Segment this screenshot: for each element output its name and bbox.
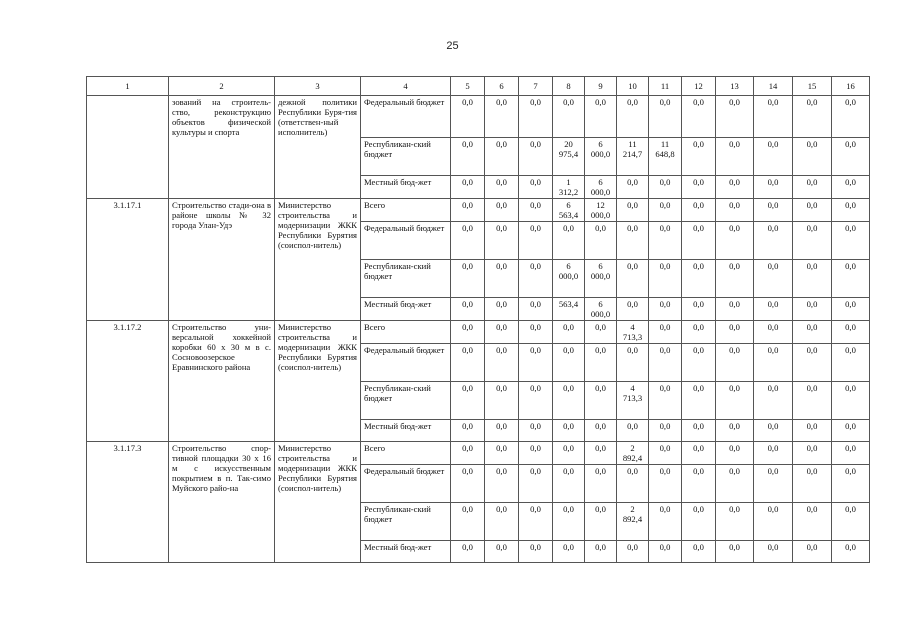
value-cell: 0,0 [617,541,649,563]
value-cell: 0,0 [793,382,832,420]
value-cell: 0,0 [485,541,519,563]
value-cell: 0,0 [617,222,649,260]
value-cell: 0,0 [649,96,682,138]
table-row [87,442,870,465]
value-cell: 0,0 [832,222,870,260]
value-cell: 0,0 [451,442,485,465]
value-cell: 0,0 [832,503,870,541]
value-cell: 6 000,0 [585,298,617,321]
value-cell: 0,0 [553,503,585,541]
column-header: 16 [832,77,870,96]
value-cell: 0,0 [451,222,485,260]
value-cell: 0,0 [485,420,519,442]
value-cell: 0,0 [649,541,682,563]
value-cell: 0,0 [754,138,793,176]
value-cell: 0,0 [519,260,553,298]
value-cell: 0,0 [793,541,832,563]
funding-source: Местный бюд-жет [361,541,451,563]
value-cell: 0,0 [832,344,870,382]
value-cell: 0,0 [682,96,716,138]
value-cell: 0,0 [451,382,485,420]
value-cell: 0,0 [451,199,485,222]
value-cell: 0,0 [793,298,832,321]
value-cell: 0,0 [716,465,754,503]
value-cell: 0,0 [585,321,617,344]
measure-name: Строительство уни-версальной хоккейной коробки 60 х 30 м в с. Сосновоозерское Еравнинского района [169,321,275,442]
column-header: 11 [649,77,682,96]
column-header: 12 [682,77,716,96]
value-cell: 0,0 [716,199,754,222]
value-cell: 0,0 [793,176,832,199]
value-cell: 0,0 [617,420,649,442]
value-cell: 0,0 [716,321,754,344]
funding-source: Федеральный бюджет [361,222,451,260]
value-cell: 0,0 [585,420,617,442]
measure-name: зований на строитель-ство, реконструкцию объектов физической культуры и спорта [169,96,275,199]
funding-source: Местный бюд-жет [361,298,451,321]
value-cell: 0,0 [793,465,832,503]
value-cell: 0,0 [553,420,585,442]
value-cell: 2 892,4 [617,442,649,465]
value-cell: 0,0 [682,382,716,420]
value-cell: 0,0 [519,420,553,442]
value-cell: 0,0 [451,321,485,344]
value-cell: 0,0 [793,420,832,442]
value-cell: 0,0 [485,465,519,503]
value-cell: 0,0 [485,298,519,321]
value-cell: 11 214,7 [617,138,649,176]
value-cell: 0,0 [617,199,649,222]
value-cell: 0,0 [485,222,519,260]
value-cell: 563,4 [553,298,585,321]
value-cell: 0,0 [682,503,716,541]
value-cell: 0,0 [716,420,754,442]
value-cell: 6 000,0 [553,260,585,298]
value-cell: 0,0 [617,176,649,199]
column-header: 8 [553,77,585,96]
value-cell: 0,0 [649,260,682,298]
funding-source: Местный бюд-жет [361,420,451,442]
executor: дежной политики Республики Буря-тия (ответствен-ный исполнитель) [275,96,361,199]
value-cell: 0,0 [754,176,793,199]
value-cell: 0,0 [716,138,754,176]
value-cell: 0,0 [519,199,553,222]
value-cell: 11 648,8 [649,138,682,176]
funding-source: Всего [361,442,451,465]
value-cell: 0,0 [649,503,682,541]
value-cell: 0,0 [716,298,754,321]
value-cell: 0,0 [682,541,716,563]
value-cell: 0,0 [485,176,519,199]
value-cell: 0,0 [553,465,585,503]
value-cell: 0,0 [519,503,553,541]
value-cell: 0,0 [754,503,793,541]
funding-source: Федеральный бюджет [361,465,451,503]
column-header: 2 [169,77,275,96]
value-cell: 0,0 [451,344,485,382]
measure-code [87,96,169,199]
table-row [87,96,870,138]
value-cell: 0,0 [553,222,585,260]
value-cell: 0,0 [451,96,485,138]
value-cell: 0,0 [451,541,485,563]
value-cell: 0,0 [832,96,870,138]
value-cell: 0,0 [682,321,716,344]
value-cell: 6 000,0 [585,176,617,199]
value-cell: 0,0 [716,222,754,260]
value-cell: 0,0 [485,382,519,420]
value-cell: 0,0 [451,176,485,199]
funding-source: Республикан-ский бюджет [361,503,451,541]
value-cell: 0,0 [754,382,793,420]
executor: Министерство строительства и модернизации ЖКК Республики Бурятия (соиспол-нитель) [275,442,361,563]
value-cell: 0,0 [519,96,553,138]
value-cell: 0,0 [793,222,832,260]
value-cell: 1 312,2 [553,176,585,199]
value-cell: 0,0 [617,344,649,382]
value-cell: 20 975,4 [553,138,585,176]
value-cell: 0,0 [451,138,485,176]
value-cell: 0,0 [585,344,617,382]
value-cell: 0,0 [832,442,870,465]
column-header: 6 [485,77,519,96]
column-header: 10 [617,77,649,96]
value-cell: 0,0 [649,442,682,465]
table-body [87,96,870,563]
value-cell: 0,0 [585,503,617,541]
value-cell: 0,0 [649,420,682,442]
value-cell: 0,0 [682,298,716,321]
value-cell: 0,0 [754,465,793,503]
value-cell: 12 000,0 [585,199,617,222]
value-cell: 0,0 [754,541,793,563]
column-header: 4 [361,77,451,96]
value-cell: 0,0 [649,465,682,503]
value-cell: 0,0 [553,96,585,138]
value-cell: 0,0 [682,199,716,222]
value-cell: 0,0 [585,96,617,138]
value-cell: 0,0 [649,176,682,199]
value-cell: 0,0 [519,541,553,563]
value-cell: 4 713,3 [617,382,649,420]
value-cell: 0,0 [617,96,649,138]
value-cell: 0,0 [617,298,649,321]
value-cell: 0,0 [451,298,485,321]
value-cell: 0,0 [716,382,754,420]
value-cell: 0,0 [716,344,754,382]
value-cell: 0,0 [617,260,649,298]
value-cell: 0,0 [485,138,519,176]
value-cell: 0,0 [754,260,793,298]
funding-source: Всего [361,199,451,222]
funding-source: Федеральный бюджет [361,344,451,382]
measure-code: 3.1.17.2 [87,321,169,442]
value-cell: 0,0 [793,138,832,176]
value-cell: 0,0 [832,420,870,442]
table-row [87,199,870,222]
column-header: 9 [585,77,617,96]
value-cell: 0,0 [682,420,716,442]
value-cell: 0,0 [682,465,716,503]
column-header: 13 [716,77,754,96]
value-cell: 0,0 [754,222,793,260]
value-cell: 0,0 [682,138,716,176]
column-header: 3 [275,77,361,96]
measure-name: Строительство стади-она в районе школы № 32 города Улан-Удэ [169,199,275,321]
column-header: 1 [87,77,169,96]
funding-source: Республикан-ский бюджет [361,138,451,176]
funding-source: Местный бюд-жет [361,176,451,199]
value-cell: 0,0 [832,541,870,563]
executor: Министерство строительства и модернизации ЖКК Республики Бурятия (соиспол-нитель) [275,321,361,442]
budget-table [86,76,870,563]
value-cell: 0,0 [793,503,832,541]
value-cell: 0,0 [832,321,870,344]
value-cell: 0,0 [832,176,870,199]
page-number: 25 [446,40,459,52]
value-cell: 0,0 [793,260,832,298]
value-cell: 0,0 [754,442,793,465]
value-cell: 0,0 [485,260,519,298]
value-cell: 0,0 [682,176,716,199]
value-cell: 0,0 [485,344,519,382]
value-cell: 0,0 [832,199,870,222]
measure-code: 3.1.17.3 [87,442,169,563]
value-cell: 0,0 [716,541,754,563]
table-row [87,321,870,344]
value-cell: 0,0 [553,321,585,344]
value-cell: 0,0 [716,442,754,465]
value-cell: 4 713,3 [617,321,649,344]
value-cell: 0,0 [585,382,617,420]
value-cell: 0,0 [451,260,485,298]
value-cell: 0,0 [649,344,682,382]
value-cell: 0,0 [519,465,553,503]
value-cell: 0,0 [485,321,519,344]
value-cell: 0,0 [485,442,519,465]
value-cell: 0,0 [754,344,793,382]
value-cell: 0,0 [793,199,832,222]
column-header: 14 [754,77,793,96]
value-cell: 0,0 [585,541,617,563]
value-cell: 0,0 [553,541,585,563]
value-cell: 0,0 [649,222,682,260]
value-cell: 0,0 [585,442,617,465]
value-cell: 0,0 [682,344,716,382]
funding-source: Федеральный бюджет [361,96,451,138]
value-cell: 0,0 [793,321,832,344]
column-header: 5 [451,77,485,96]
value-cell: 0,0 [793,344,832,382]
value-cell: 0,0 [754,96,793,138]
value-cell: 0,0 [585,222,617,260]
value-cell: 0,0 [793,96,832,138]
value-cell: 0,0 [716,96,754,138]
value-cell: 0,0 [553,442,585,465]
value-cell: 0,0 [485,199,519,222]
value-cell: 6 563,4 [553,199,585,222]
value-cell: 0,0 [649,382,682,420]
value-cell: 0,0 [649,298,682,321]
value-cell: 0,0 [519,344,553,382]
value-cell: 0,0 [585,465,617,503]
value-cell: 0,0 [754,199,793,222]
column-header: 15 [793,77,832,96]
value-cell: 0,0 [682,442,716,465]
value-cell: 0,0 [754,298,793,321]
value-cell: 0,0 [832,465,870,503]
value-cell: 0,0 [716,503,754,541]
funding-source: Республикан-ский бюджет [361,382,451,420]
value-cell: 0,0 [451,420,485,442]
funding-source: Республикан-ский бюджет [361,260,451,298]
measure-code: 3.1.17.1 [87,199,169,321]
value-cell: 0,0 [451,465,485,503]
value-cell: 0,0 [716,260,754,298]
value-cell: 0,0 [519,298,553,321]
value-cell: 0,0 [519,176,553,199]
value-cell: 0,0 [649,321,682,344]
value-cell: 0,0 [649,199,682,222]
column-header: 7 [519,77,553,96]
value-cell: 0,0 [754,321,793,344]
value-cell: 0,0 [832,298,870,321]
value-cell: 0,0 [519,442,553,465]
value-cell: 0,0 [832,138,870,176]
value-cell: 0,0 [519,138,553,176]
value-cell: 0,0 [553,344,585,382]
measure-name: Строительство спор-тивной площадки 30 х 16 м с искусственным покрытием в п. Так-симо Муйского райо-на [169,442,275,563]
value-cell: 6 000,0 [585,260,617,298]
value-cell: 6 000,0 [585,138,617,176]
value-cell: 0,0 [519,382,553,420]
value-cell: 0,0 [485,503,519,541]
value-cell: 0,0 [519,321,553,344]
value-cell: 0,0 [793,442,832,465]
value-cell: 0,0 [519,222,553,260]
value-cell: 0,0 [682,260,716,298]
executor: Министерство строительства и модернизации ЖКК Республики Бурятия (соиспол-нитель) [275,199,361,321]
value-cell: 0,0 [754,420,793,442]
value-cell: 0,0 [617,465,649,503]
value-cell: 0,0 [832,382,870,420]
value-cell: 0,0 [485,96,519,138]
value-cell: 2 892,4 [617,503,649,541]
value-cell: 0,0 [451,503,485,541]
funding-source: Всего [361,321,451,344]
value-cell: 0,0 [682,222,716,260]
header-row [87,77,870,96]
value-cell: 0,0 [716,176,754,199]
value-cell: 0,0 [553,382,585,420]
value-cell: 0,0 [832,260,870,298]
